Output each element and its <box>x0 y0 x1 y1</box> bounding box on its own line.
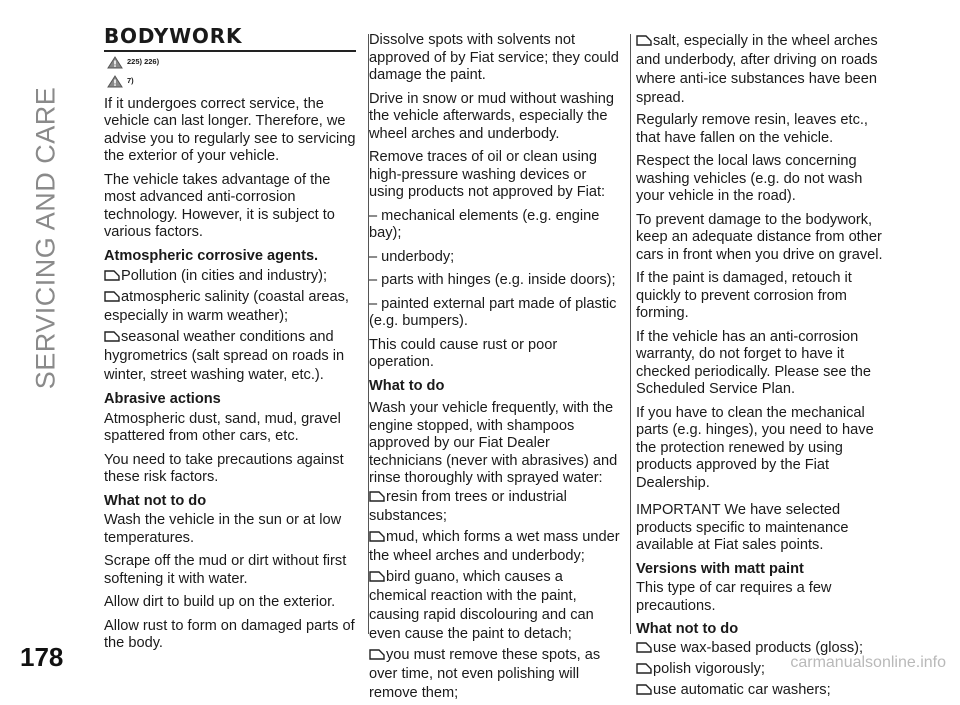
paragraph: Allow rust to form on damaged parts of the body. <box>104 617 355 651</box>
warning-ref-text: 225) 226) <box>127 57 160 67</box>
bullet-marker-icon <box>104 291 120 302</box>
subheading: Atmospheric corrosive agents. <box>104 247 319 264</box>
paragraph: Wash the vehicle in the sun or at low temperatures. <box>104 512 342 546</box>
bullet-marker-icon <box>636 35 652 46</box>
dash-item: – mechanical elements (e.g. engine bay); <box>369 207 600 241</box>
paragraph: You need to take precautions against these risk factors. <box>104 451 344 485</box>
column-1 <box>104 26 356 659</box>
bullet-item: polish vigorously; <box>636 660 891 679</box>
paragraph: The vehicle takes advantage of the most advanced anti-corrosion technology. However, it is subject to various factors. <box>104 171 335 240</box>
dash-item: – underbody; <box>369 248 455 265</box>
subheading: Abrasive actions <box>104 391 221 407</box>
bullet-item: you must remove these spots, as over time, not even polishing will remove them; <box>369 646 601 701</box>
paragraph: If you have to clean the mechanical parts (e.g. hinges), you need to have the protection renewed by using products approved by the Fiat Dealership. <box>636 404 874 491</box>
dash-item: – painted external part made of plastic (e.g. bumpers). <box>369 295 617 329</box>
paragraph: To prevent damage to the bodywork, keep an adequate distance from other cars in front when you drive on gravel. <box>636 211 883 263</box>
bullet-marker-icon <box>369 571 385 582</box>
column-3 <box>636 32 891 702</box>
paragraph: This type of car requires a few precautions. <box>636 580 832 614</box>
paragraph: Allow dirt to build up on the exterior. <box>104 594 336 610</box>
paragraph: Dissolve spots with solvents not approved of by Fiat service; they could damage the paint. <box>369 32 619 83</box>
important-note: IMPORTANT We have selected products specific to maintenance available at Fiat sales points. <box>636 502 849 553</box>
bullet-marker-icon <box>636 663 652 674</box>
caution-icon <box>106 73 124 89</box>
paragraph: Drive in snow or mud without washing the vehicle afterwards, especially the wheel arches and underbody. <box>369 90 614 142</box>
column-divider <box>630 34 631 634</box>
paragraph: If it undergoes correct service, the vehicle can last longer. Therefore, we advise you to regularly see to servicing the exterior of your vehicle. <box>104 95 356 164</box>
bullet-marker-icon <box>636 684 652 695</box>
bullet-item: resin from trees or industrial substances; <box>369 488 567 524</box>
paragraph: Wash your vehicle frequently, with the engine stopped, with shampoos approved by our Fiat Dealer technicians (never with abrasives) and rinse thoroughly with sprayed water: <box>369 400 618 486</box>
paragraph: If the paint is damaged, retouch it quickly to prevent corrosion from forming. <box>636 270 852 321</box>
paragraph: If the vehicle has an anti-corrosion warranty, do not forget to have it checked periodically. Please see the Scheduled Service Plan. <box>636 328 871 397</box>
bullet-marker-icon <box>104 270 120 281</box>
paragraph: Respect the local laws concerning washing vehicles (e.g. do not wash your vehicle in the road). <box>636 153 863 204</box>
subheading: What not to do <box>636 621 739 637</box>
caution-ref-text: 7) <box>127 76 134 86</box>
bullet-marker-icon <box>104 331 120 342</box>
section-heading: BODYWORK <box>104 28 356 52</box>
paragraph: Atmospheric dust, sand, mud, gravel spattered from other cars, etc. <box>104 410 341 444</box>
dash-item: – parts with hinges (e.g. inside doors); <box>369 272 616 288</box>
bullet-item: use wax-based products (gloss); <box>636 639 891 658</box>
bullet-item: seasonal weather conditions and hygrometrics (salt spread on roads in winter, street washing water, etc.). <box>104 329 345 383</box>
bullet-item: Pollution (in cities and industry); <box>104 267 356 286</box>
paragraph: Remove traces of oil or clean using high-pressure washing devices or using products not approved by Fiat: <box>369 149 606 200</box>
subheading: What to do <box>369 377 445 394</box>
paragraph: This could cause rust or poor operation. <box>369 336 558 370</box>
subheading: What not to do <box>104 492 207 509</box>
warning-icon <box>106 54 124 70</box>
page-number: 178 <box>20 642 64 672</box>
bullet-marker-icon <box>369 531 385 542</box>
paragraph: Scrape off the mud or dirt without first softening it with water. <box>104 553 347 587</box>
caution-reference <box>106 73 356 90</box>
bullet-item: bird guano, which causes a chemical reaction with the paint, causing rapid discolouring and can even cause the paint to detach; <box>369 568 594 642</box>
bullet-marker-icon <box>369 649 385 660</box>
paragraph: Regularly remove resin, leaves etc., that have fallen on the vehicle. <box>636 112 868 146</box>
warning-reference <box>106 54 356 71</box>
bullet-item: use automatic car washers; <box>636 681 891 700</box>
bullet-marker-icon <box>369 491 385 502</box>
column-2 <box>369 32 621 705</box>
bullet-item: mud, which forms a wet mass under the wheel arches and underbody; <box>369 528 620 564</box>
subheading: Versions with matt paint <box>636 560 804 577</box>
bullet-marker-icon <box>636 642 652 653</box>
bullet-item: salt, especially in the wheel arches and underbody, after driving on roads where anti-ice substances have been spread. <box>636 33 878 106</box>
watermark: carmanualsonline.info <box>790 654 946 671</box>
bullet-item: atmospheric salinity (coastal areas, especially in warm weather); <box>104 289 349 324</box>
